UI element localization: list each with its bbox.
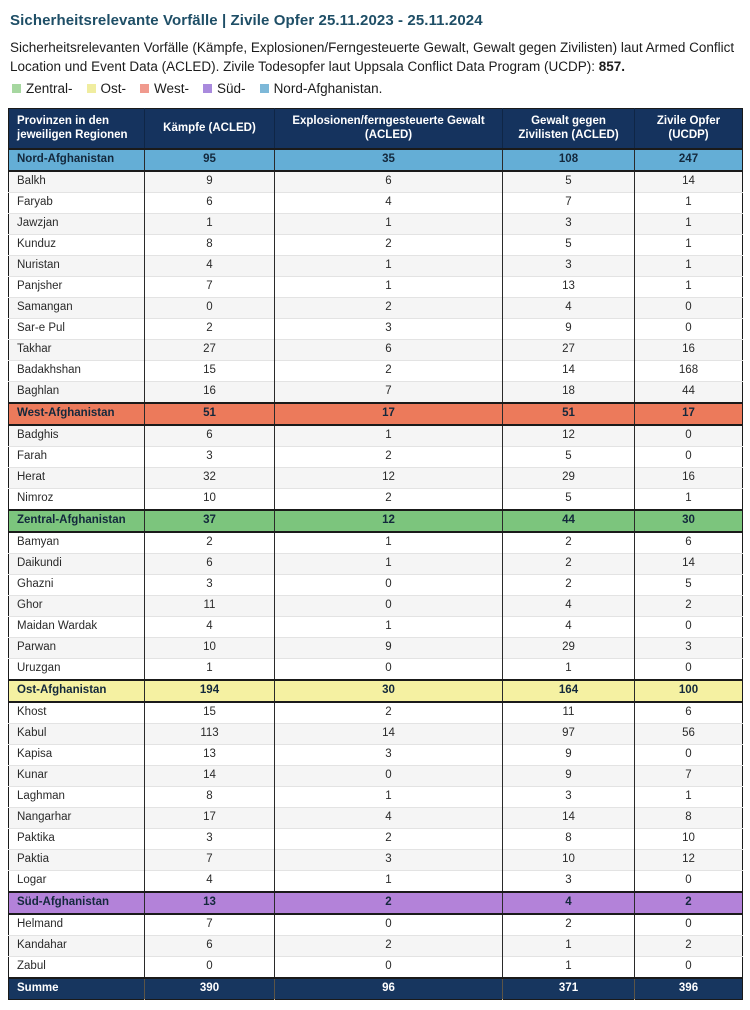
province-row — [9, 192, 743, 213]
region-value-cell: 194 — [145, 680, 275, 702]
table-header-row — [9, 108, 743, 148]
province-value-cell: 7 — [145, 276, 275, 297]
region-total-row — [9, 892, 743, 914]
province-value-cell: 4 — [503, 297, 635, 318]
province-name-cell: Khost — [9, 702, 145, 724]
province-value-cell: 13 — [145, 744, 275, 765]
region-value-cell: 247 — [635, 149, 743, 171]
province-value-cell: 2 — [275, 935, 503, 956]
province-value-cell: 29 — [503, 467, 635, 488]
province-value-cell: 14 — [145, 765, 275, 786]
province-row — [9, 956, 743, 978]
summe-row — [9, 978, 743, 1000]
province-value-cell: 2 — [635, 935, 743, 956]
province-value-cell: 3 — [145, 574, 275, 595]
province-value-cell: 3 — [503, 213, 635, 234]
province-value-cell: 6 — [145, 935, 275, 956]
legend-item — [140, 81, 189, 96]
legend-item — [87, 81, 127, 96]
province-value-cell: 1 — [503, 935, 635, 956]
province-row — [9, 744, 743, 765]
province-value-cell: 3 — [275, 318, 503, 339]
province-value-cell: 1 — [635, 213, 743, 234]
province-value-cell: 2 — [275, 488, 503, 510]
province-value-cell: 29 — [503, 637, 635, 658]
province-value-cell: 1 — [275, 553, 503, 574]
province-name-cell: Nangarhar — [9, 807, 145, 828]
region-value-cell: 51 — [503, 403, 635, 425]
province-value-cell: 8 — [145, 786, 275, 807]
province-row — [9, 339, 743, 360]
province-value-cell: 5 — [635, 574, 743, 595]
region-total-row — [9, 403, 743, 425]
province-row — [9, 255, 743, 276]
province-name-cell: Logar — [9, 870, 145, 892]
province-value-cell: 56 — [635, 723, 743, 744]
province-value-cell: 4 — [275, 807, 503, 828]
province-value-cell: 0 — [275, 914, 503, 936]
province-name-cell: Herat — [9, 467, 145, 488]
province-value-cell: 3 — [503, 255, 635, 276]
province-row — [9, 702, 743, 724]
province-value-cell: 113 — [145, 723, 275, 744]
province-value-cell: 1 — [275, 616, 503, 637]
province-row — [9, 553, 743, 574]
province-value-cell: 0 — [275, 765, 503, 786]
region-total-row — [9, 680, 743, 702]
province-row — [9, 723, 743, 744]
province-value-cell: 6 — [145, 553, 275, 574]
province-name-cell: Kapisa — [9, 744, 145, 765]
province-value-cell: 1 — [275, 213, 503, 234]
province-value-cell: 2 — [275, 828, 503, 849]
province-value-cell: 4 — [145, 870, 275, 892]
province-row — [9, 637, 743, 658]
region-value-cell: 44 — [503, 510, 635, 532]
province-row — [9, 276, 743, 297]
province-value-cell: 2 — [275, 234, 503, 255]
province-value-cell: 14 — [275, 723, 503, 744]
province-value-cell: 1 — [635, 488, 743, 510]
province-value-cell: 0 — [145, 956, 275, 978]
legend-label: Süd- — [217, 80, 246, 96]
province-value-cell: 2 — [275, 360, 503, 381]
province-name-cell: Takhar — [9, 339, 145, 360]
province-value-cell: 1 — [635, 276, 743, 297]
province-row — [9, 828, 743, 849]
province-name-cell: Farah — [9, 446, 145, 467]
province-value-cell: 2 — [503, 553, 635, 574]
region-value-cell: 37 — [145, 510, 275, 532]
province-value-cell: 1 — [635, 234, 743, 255]
province-row — [9, 616, 743, 637]
province-row — [9, 467, 743, 488]
province-value-cell: 97 — [503, 723, 635, 744]
legend-label: Zentral- — [26, 80, 73, 96]
province-name-cell: Panjsher — [9, 276, 145, 297]
region-total-row — [9, 149, 743, 171]
province-name-cell: Sar-e Pul — [9, 318, 145, 339]
province-value-cell: 4 — [503, 616, 635, 637]
province-value-cell: 6 — [275, 171, 503, 193]
province-value-cell: 8 — [635, 807, 743, 828]
province-value-cell: 7 — [145, 914, 275, 936]
region-value-cell: 35 — [275, 149, 503, 171]
province-value-cell: 168 — [635, 360, 743, 381]
legend-label: Nord-Afghanistan. — [273, 80, 383, 96]
province-row — [9, 234, 743, 255]
summe-value-cell: 396 — [635, 978, 743, 1000]
province-value-cell: 14 — [503, 807, 635, 828]
legend-label: Ost- — [100, 80, 127, 96]
column-header-zivile-opfer: Zivile Opfer (UCDP) — [635, 108, 743, 148]
description-paragraph — [10, 39, 742, 77]
province-value-cell: 10 — [145, 637, 275, 658]
province-value-cell: 0 — [275, 574, 503, 595]
province-value-cell: 3 — [503, 870, 635, 892]
province-value-cell: 11 — [145, 595, 275, 616]
province-value-cell: 5 — [503, 171, 635, 193]
region-value-cell: 17 — [635, 403, 743, 425]
province-value-cell: 7 — [275, 381, 503, 403]
province-value-cell: 7 — [503, 192, 635, 213]
province-value-cell: 0 — [635, 870, 743, 892]
province-row — [9, 318, 743, 339]
summe-name-cell: Summe — [9, 978, 145, 1000]
table-body — [9, 149, 743, 1000]
province-value-cell: 14 — [635, 553, 743, 574]
province-value-cell: 1 — [635, 192, 743, 213]
province-name-cell: Kandahar — [9, 935, 145, 956]
province-name-cell: Paktika — [9, 828, 145, 849]
region-value-cell: 13 — [145, 892, 275, 914]
region-value-cell: 2 — [275, 892, 503, 914]
province-value-cell: 44 — [635, 381, 743, 403]
page-title: Sicherheitsrelevante Vorfälle | Zivile Opfer 25.11.2023 - 25.11.2024 — [10, 12, 483, 29]
province-value-cell: 3 — [635, 637, 743, 658]
legend-color-swatch-icon — [12, 84, 21, 93]
province-value-cell: 15 — [145, 360, 275, 381]
province-name-cell: Nuristan — [9, 255, 145, 276]
province-value-cell: 6 — [635, 532, 743, 554]
incidents-table — [8, 108, 743, 1000]
province-name-cell: Badakhshan — [9, 360, 145, 381]
province-value-cell: 9 — [503, 765, 635, 786]
province-name-cell: Kabul — [9, 723, 145, 744]
province-name-cell: Faryab — [9, 192, 145, 213]
province-value-cell: 5 — [503, 446, 635, 467]
province-name-cell: Ghazni — [9, 574, 145, 595]
region-name-cell: West-Afghanistan — [9, 403, 145, 425]
region-value-cell: 12 — [275, 510, 503, 532]
province-value-cell: 0 — [635, 658, 743, 680]
province-value-cell: 15 — [145, 702, 275, 724]
region-total-row — [9, 510, 743, 532]
region-value-cell: 108 — [503, 149, 635, 171]
province-row — [9, 595, 743, 616]
legend-color-swatch-icon — [203, 84, 212, 93]
province-value-cell: 2 — [275, 446, 503, 467]
province-row — [9, 914, 743, 936]
province-row — [9, 658, 743, 680]
province-value-cell: 0 — [635, 446, 743, 467]
province-row — [9, 446, 743, 467]
province-value-cell: 10 — [145, 488, 275, 510]
province-value-cell: 0 — [275, 658, 503, 680]
province-value-cell: 0 — [275, 595, 503, 616]
province-value-cell: 9 — [145, 171, 275, 193]
province-value-cell: 0 — [635, 297, 743, 318]
province-name-cell: Bamyan — [9, 532, 145, 554]
province-value-cell: 7 — [635, 765, 743, 786]
description-total-value: 857. — [598, 58, 626, 74]
region-value-cell: 164 — [503, 680, 635, 702]
table-header — [9, 108, 743, 148]
province-value-cell: 0 — [635, 744, 743, 765]
province-value-cell: 0 — [635, 318, 743, 339]
province-row — [9, 532, 743, 554]
region-color-legend — [12, 81, 742, 96]
province-value-cell: 8 — [503, 828, 635, 849]
legend-item — [260, 81, 383, 96]
province-value-cell: 0 — [275, 956, 503, 978]
province-name-cell: Helmand — [9, 914, 145, 936]
province-value-cell: 32 — [145, 467, 275, 488]
province-name-cell: Nimroz — [9, 488, 145, 510]
region-value-cell: 2 — [635, 892, 743, 914]
province-value-cell: 6 — [145, 192, 275, 213]
column-header-gewalt: Gewalt gegen Zivilisten (ACLED) — [503, 108, 635, 148]
province-value-cell: 5 — [503, 234, 635, 255]
province-name-cell: Baghlan — [9, 381, 145, 403]
province-value-cell: 12 — [275, 467, 503, 488]
province-row — [9, 786, 743, 807]
column-header-kaempfe: Kämpfe (ACLED) — [145, 108, 275, 148]
province-value-cell: 2 — [275, 702, 503, 724]
province-value-cell: 9 — [275, 637, 503, 658]
province-value-cell: 1 — [145, 658, 275, 680]
province-value-cell: 5 — [503, 488, 635, 510]
province-row — [9, 935, 743, 956]
province-value-cell: 0 — [635, 616, 743, 637]
province-name-cell: Ghor — [9, 595, 145, 616]
province-value-cell: 3 — [503, 786, 635, 807]
province-row — [9, 171, 743, 193]
province-name-cell: Badghis — [9, 425, 145, 447]
region-value-cell: 51 — [145, 403, 275, 425]
province-name-cell: Maidan Wardak — [9, 616, 145, 637]
province-name-cell: Samangan — [9, 297, 145, 318]
province-row — [9, 213, 743, 234]
region-value-cell: 17 — [275, 403, 503, 425]
province-value-cell: 0 — [635, 956, 743, 978]
description-text: Sicherheitsrelevanten Vorfälle (Kämpfe, Explosionen/Ferngesteuerte Gewalt, Gewalt gegen Zivilisten) laut Armed Conflict Location und Event Data (ACLED). Zivile Todesopfer laut Uppsala Conflict Data Program (UCDP): — [10, 40, 735, 74]
region-value-cell: 4 — [503, 892, 635, 914]
province-value-cell: 3 — [145, 446, 275, 467]
legend-item — [12, 81, 73, 96]
province-row — [9, 381, 743, 403]
column-header-provinces: Provinzen in den jeweiligen Regionen — [9, 108, 145, 148]
province-value-cell: 1 — [275, 255, 503, 276]
province-row — [9, 425, 743, 447]
region-name-cell: Nord-Afghanistan — [9, 149, 145, 171]
province-value-cell: 1 — [275, 870, 503, 892]
province-value-cell: 3 — [145, 828, 275, 849]
province-value-cell: 6 — [145, 425, 275, 447]
column-header-explosionen: Explosionen/ferngesteuerte Gewalt (ACLED) — [275, 108, 503, 148]
province-value-cell: 4 — [503, 595, 635, 616]
province-value-cell: 8 — [145, 234, 275, 255]
province-value-cell: 2 — [145, 318, 275, 339]
province-value-cell: 2 — [635, 595, 743, 616]
province-value-cell: 0 — [145, 297, 275, 318]
province-name-cell: Balkh — [9, 171, 145, 193]
province-name-cell: Uruzgan — [9, 658, 145, 680]
province-value-cell: 27 — [145, 339, 275, 360]
province-value-cell: 16 — [635, 339, 743, 360]
province-name-cell: Kunar — [9, 765, 145, 786]
province-value-cell: 0 — [635, 425, 743, 447]
province-value-cell: 3 — [275, 744, 503, 765]
legend-color-swatch-icon — [260, 84, 269, 93]
province-row — [9, 870, 743, 892]
region-value-cell: 30 — [275, 680, 503, 702]
summe-value-cell: 371 — [503, 978, 635, 1000]
province-value-cell: 4 — [275, 192, 503, 213]
province-value-cell: 16 — [145, 381, 275, 403]
region-value-cell: 30 — [635, 510, 743, 532]
legend-label: West- — [154, 80, 190, 96]
province-value-cell: 1 — [275, 532, 503, 554]
region-value-cell: 100 — [635, 680, 743, 702]
province-row — [9, 765, 743, 786]
province-value-cell: 12 — [503, 425, 635, 447]
province-value-cell: 13 — [503, 276, 635, 297]
province-name-cell: Parwan — [9, 637, 145, 658]
province-name-cell: Jawzjan — [9, 213, 145, 234]
province-value-cell: 7 — [145, 849, 275, 870]
province-value-cell: 1 — [275, 276, 503, 297]
province-value-cell: 1 — [275, 425, 503, 447]
province-value-cell: 10 — [503, 849, 635, 870]
province-value-cell: 2 — [503, 914, 635, 936]
province-value-cell: 12 — [635, 849, 743, 870]
province-value-cell: 2 — [275, 297, 503, 318]
province-name-cell: Kunduz — [9, 234, 145, 255]
province-value-cell: 2 — [503, 532, 635, 554]
region-name-cell: Süd-Afghanistan — [9, 892, 145, 914]
province-value-cell: 27 — [503, 339, 635, 360]
province-value-cell: 11 — [503, 702, 635, 724]
province-value-cell: 2 — [503, 574, 635, 595]
province-value-cell: 9 — [503, 318, 635, 339]
summe-value-cell: 96 — [275, 978, 503, 1000]
province-name-cell: Paktia — [9, 849, 145, 870]
province-value-cell: 6 — [635, 702, 743, 724]
province-value-cell: 6 — [275, 339, 503, 360]
province-value-cell: 17 — [145, 807, 275, 828]
province-value-cell: 0 — [635, 914, 743, 936]
province-row — [9, 360, 743, 381]
province-value-cell: 14 — [503, 360, 635, 381]
province-value-cell: 1 — [503, 956, 635, 978]
province-value-cell: 1 — [503, 658, 635, 680]
province-value-cell: 14 — [635, 171, 743, 193]
province-value-cell: 18 — [503, 381, 635, 403]
province-row — [9, 574, 743, 595]
province-row — [9, 807, 743, 828]
province-name-cell: Zabul — [9, 956, 145, 978]
legend-color-swatch-icon — [140, 84, 149, 93]
province-value-cell: 4 — [145, 255, 275, 276]
province-row — [9, 849, 743, 870]
province-name-cell: Daikundi — [9, 553, 145, 574]
legend-item — [203, 81, 246, 96]
summe-value-cell: 390 — [145, 978, 275, 1000]
province-value-cell: 1 — [145, 213, 275, 234]
province-row — [9, 488, 743, 510]
province-value-cell: 4 — [145, 616, 275, 637]
province-value-cell: 1 — [635, 786, 743, 807]
region-name-cell: Zentral-Afghanistan — [9, 510, 145, 532]
province-value-cell: 2 — [145, 532, 275, 554]
province-value-cell: 16 — [635, 467, 743, 488]
region-value-cell: 95 — [145, 149, 275, 171]
province-value-cell: 3 — [275, 849, 503, 870]
province-name-cell: Laghman — [9, 786, 145, 807]
province-value-cell: 10 — [635, 828, 743, 849]
province-value-cell: 1 — [275, 786, 503, 807]
region-name-cell: Ost-Afghanistan — [9, 680, 145, 702]
legend-color-swatch-icon — [87, 84, 96, 93]
province-value-cell: 9 — [503, 744, 635, 765]
province-row — [9, 297, 743, 318]
province-value-cell: 1 — [635, 255, 743, 276]
